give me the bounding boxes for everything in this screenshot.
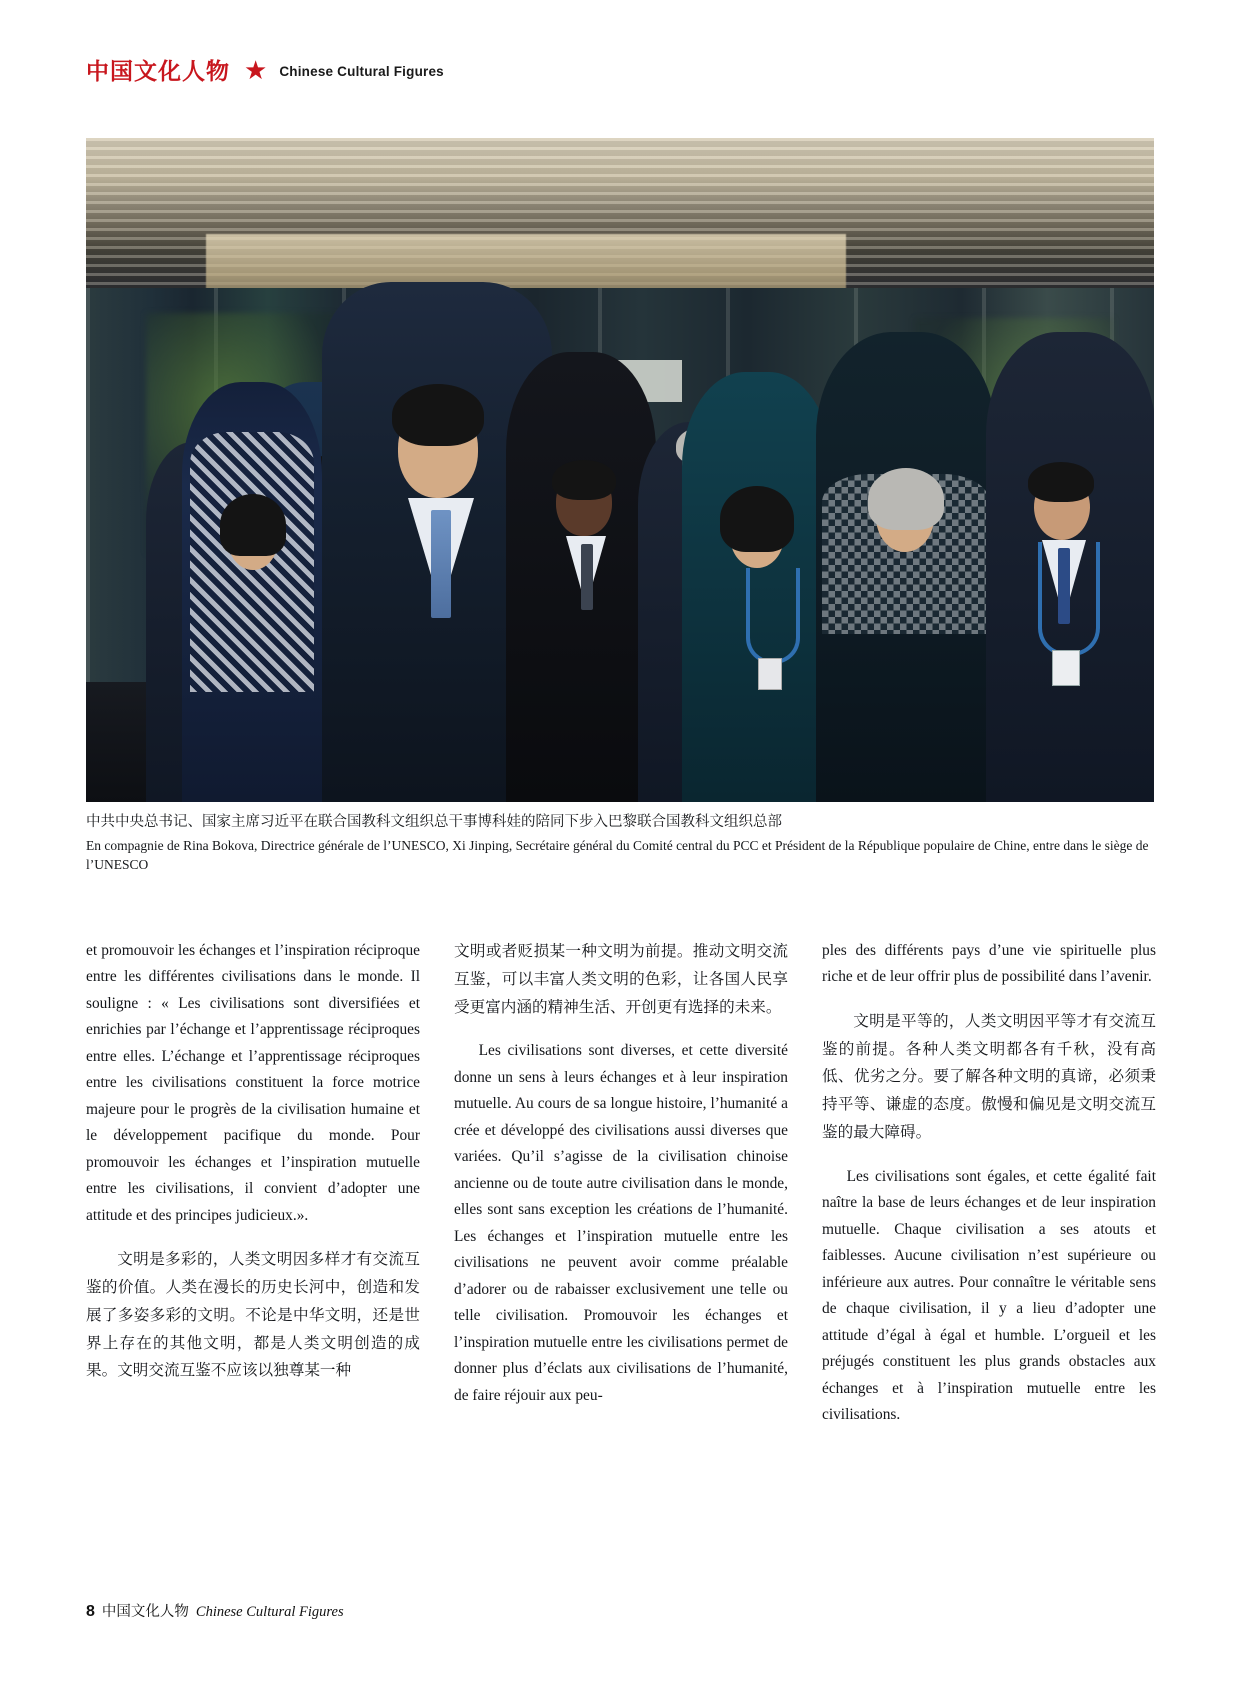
- article-body: [86, 938, 1156, 1446]
- person-hair: [552, 460, 616, 500]
- lanyard: [1038, 542, 1100, 656]
- paragraph: et promouvoir les échanges et l’inspiration réciproque entre les différentes civilisations dans le monde. Il souligne : « Les civilisations sont diversifiées et enrichies par l’échange et l’apprentissage réciproques entre elles. L’échange et l’apprentissage réciproques entre les civilisations constituent la force motrice majeure pour le progrès de la civilisation humaine et le développement pacifique du monde. Pour promouvoir les échanges et l’inspiration mutuelle entre les civilisations, il convient d’adopter une attitude et des principes judicieux.».: [86, 942, 420, 1224]
- lanyard: [746, 568, 800, 664]
- star-icon: ★: [244, 56, 268, 85]
- paragraph: 文明是平等的，人类文明因平等才有交流互鉴的前提。各种人类文明都各有千秋，没有高低、优劣之分。要了解各种文明的真谛，必须秉持平等、谦虚的态度。傲慢和偏见是文明交流互鉴的最大障碍。: [822, 1012, 1156, 1141]
- person-hair-main: [392, 384, 484, 446]
- person-hair-bokova: [868, 468, 944, 530]
- photo-canvas: [86, 138, 1154, 802]
- footer-brand-en: Chinese Cultural Figures: [195, 1604, 344, 1620]
- badge: [1052, 650, 1080, 686]
- column-2: [454, 938, 788, 1446]
- masthead-brand-en: Chinese Cultural Figures: [279, 63, 444, 79]
- footer-brand-cn: 中国文化人物: [101, 1604, 189, 1620]
- person-tie: [581, 544, 593, 610]
- person-hair: [1028, 462, 1094, 502]
- person-hair: [720, 486, 794, 552]
- badge: [758, 658, 782, 690]
- masthead: [86, 58, 444, 84]
- person-tie-main: [431, 510, 451, 618]
- photo-caption: [86, 812, 1154, 875]
- person-hair: [220, 494, 286, 556]
- paragraph: Les civilisations sont égales, et cette égalité fait naître la base de leurs échanges et de leur inspiration mutuelle. Chaque civilisation a ses atouts et faiblesses. Aucune civilisation n’est supérieure ou inférieure aux autres. Pour connaître le véritable sens de chaque civilisation, il y a lieu d’adopter une attitude d’égal à égal et humble. L’orgueil et les préjugés constituent les plus grands obstacles aux échanges et à l’inspiration mutuelle entre les civilisations.: [822, 1167, 1156, 1424]
- caption-french: En compagnie de Rina Bokova, Directrice générale de l’UNESCO, Xi Jinping, Secrétaire général du Comité central du PCC et Président de la République populaire de Chine, entre dans le siège de l’UNESCO: [86, 837, 1149, 873]
- page-number: 8: [86, 1603, 95, 1620]
- photo-xi-jinping-unesco: [86, 138, 1154, 802]
- paragraph: ples des différents pays d’une vie spirituelle plus riche et de leur offrir plus de possibilité dans l’avenir.: [822, 942, 1156, 986]
- masthead-brand-cn: 中国文化人物: [86, 58, 230, 84]
- paragraph: 文明是多彩的，人类文明因多样才有交流互鉴的价值。人类在漫长的历史长河中，创造和发展了多姿多彩的文明。不论是中华文明，还是世界上存在的其他文明，都是人类文明创造的成果。文明交流互鉴不应该以独尊某一种: [86, 1251, 420, 1380]
- paragraph: 文明或者贬损某一种文明为前提。推动文明交流互鉴，可以丰富人类文明的色彩，让各国人民享受更富内涵的精神生活、开创更有选择的未来。: [454, 943, 788, 1016]
- caption-chinese: 中共中央总书记、国家主席习近平在联合国教科文组织总干事博科娃的陪同下步入巴黎联合国教科文组织总部: [86, 814, 782, 830]
- paragraph: Les civilisations sont diverses, et cette diversité donne un sens à leurs échanges et à leur inspiration mutuelle. Au cours de sa longue histoire, l’humanité a crée et développé des civilisations aussi diverses que variées. Qu’il s’agisse de la civilisation chinoise ancienne ou de toute autre civilisation dans le monde, elles sont sans exception les créations de l’humanité. Les échanges et l’inspiration mutuelle entre les civilisations ne peuvent avoir comme préalable d’adorer ou de rabaisser exclusivement une telle ou telle civilisation. Promouvoir les échanges et l’inspiration mutuelle entre les civilisations permet de donner plus d’éclats aux civilisations de l’humanité, de faire réjouir aux peu-: [454, 1042, 788, 1404]
- column-1: [86, 938, 420, 1446]
- page-footer: [86, 1600, 344, 1621]
- column-3: [822, 938, 1156, 1446]
